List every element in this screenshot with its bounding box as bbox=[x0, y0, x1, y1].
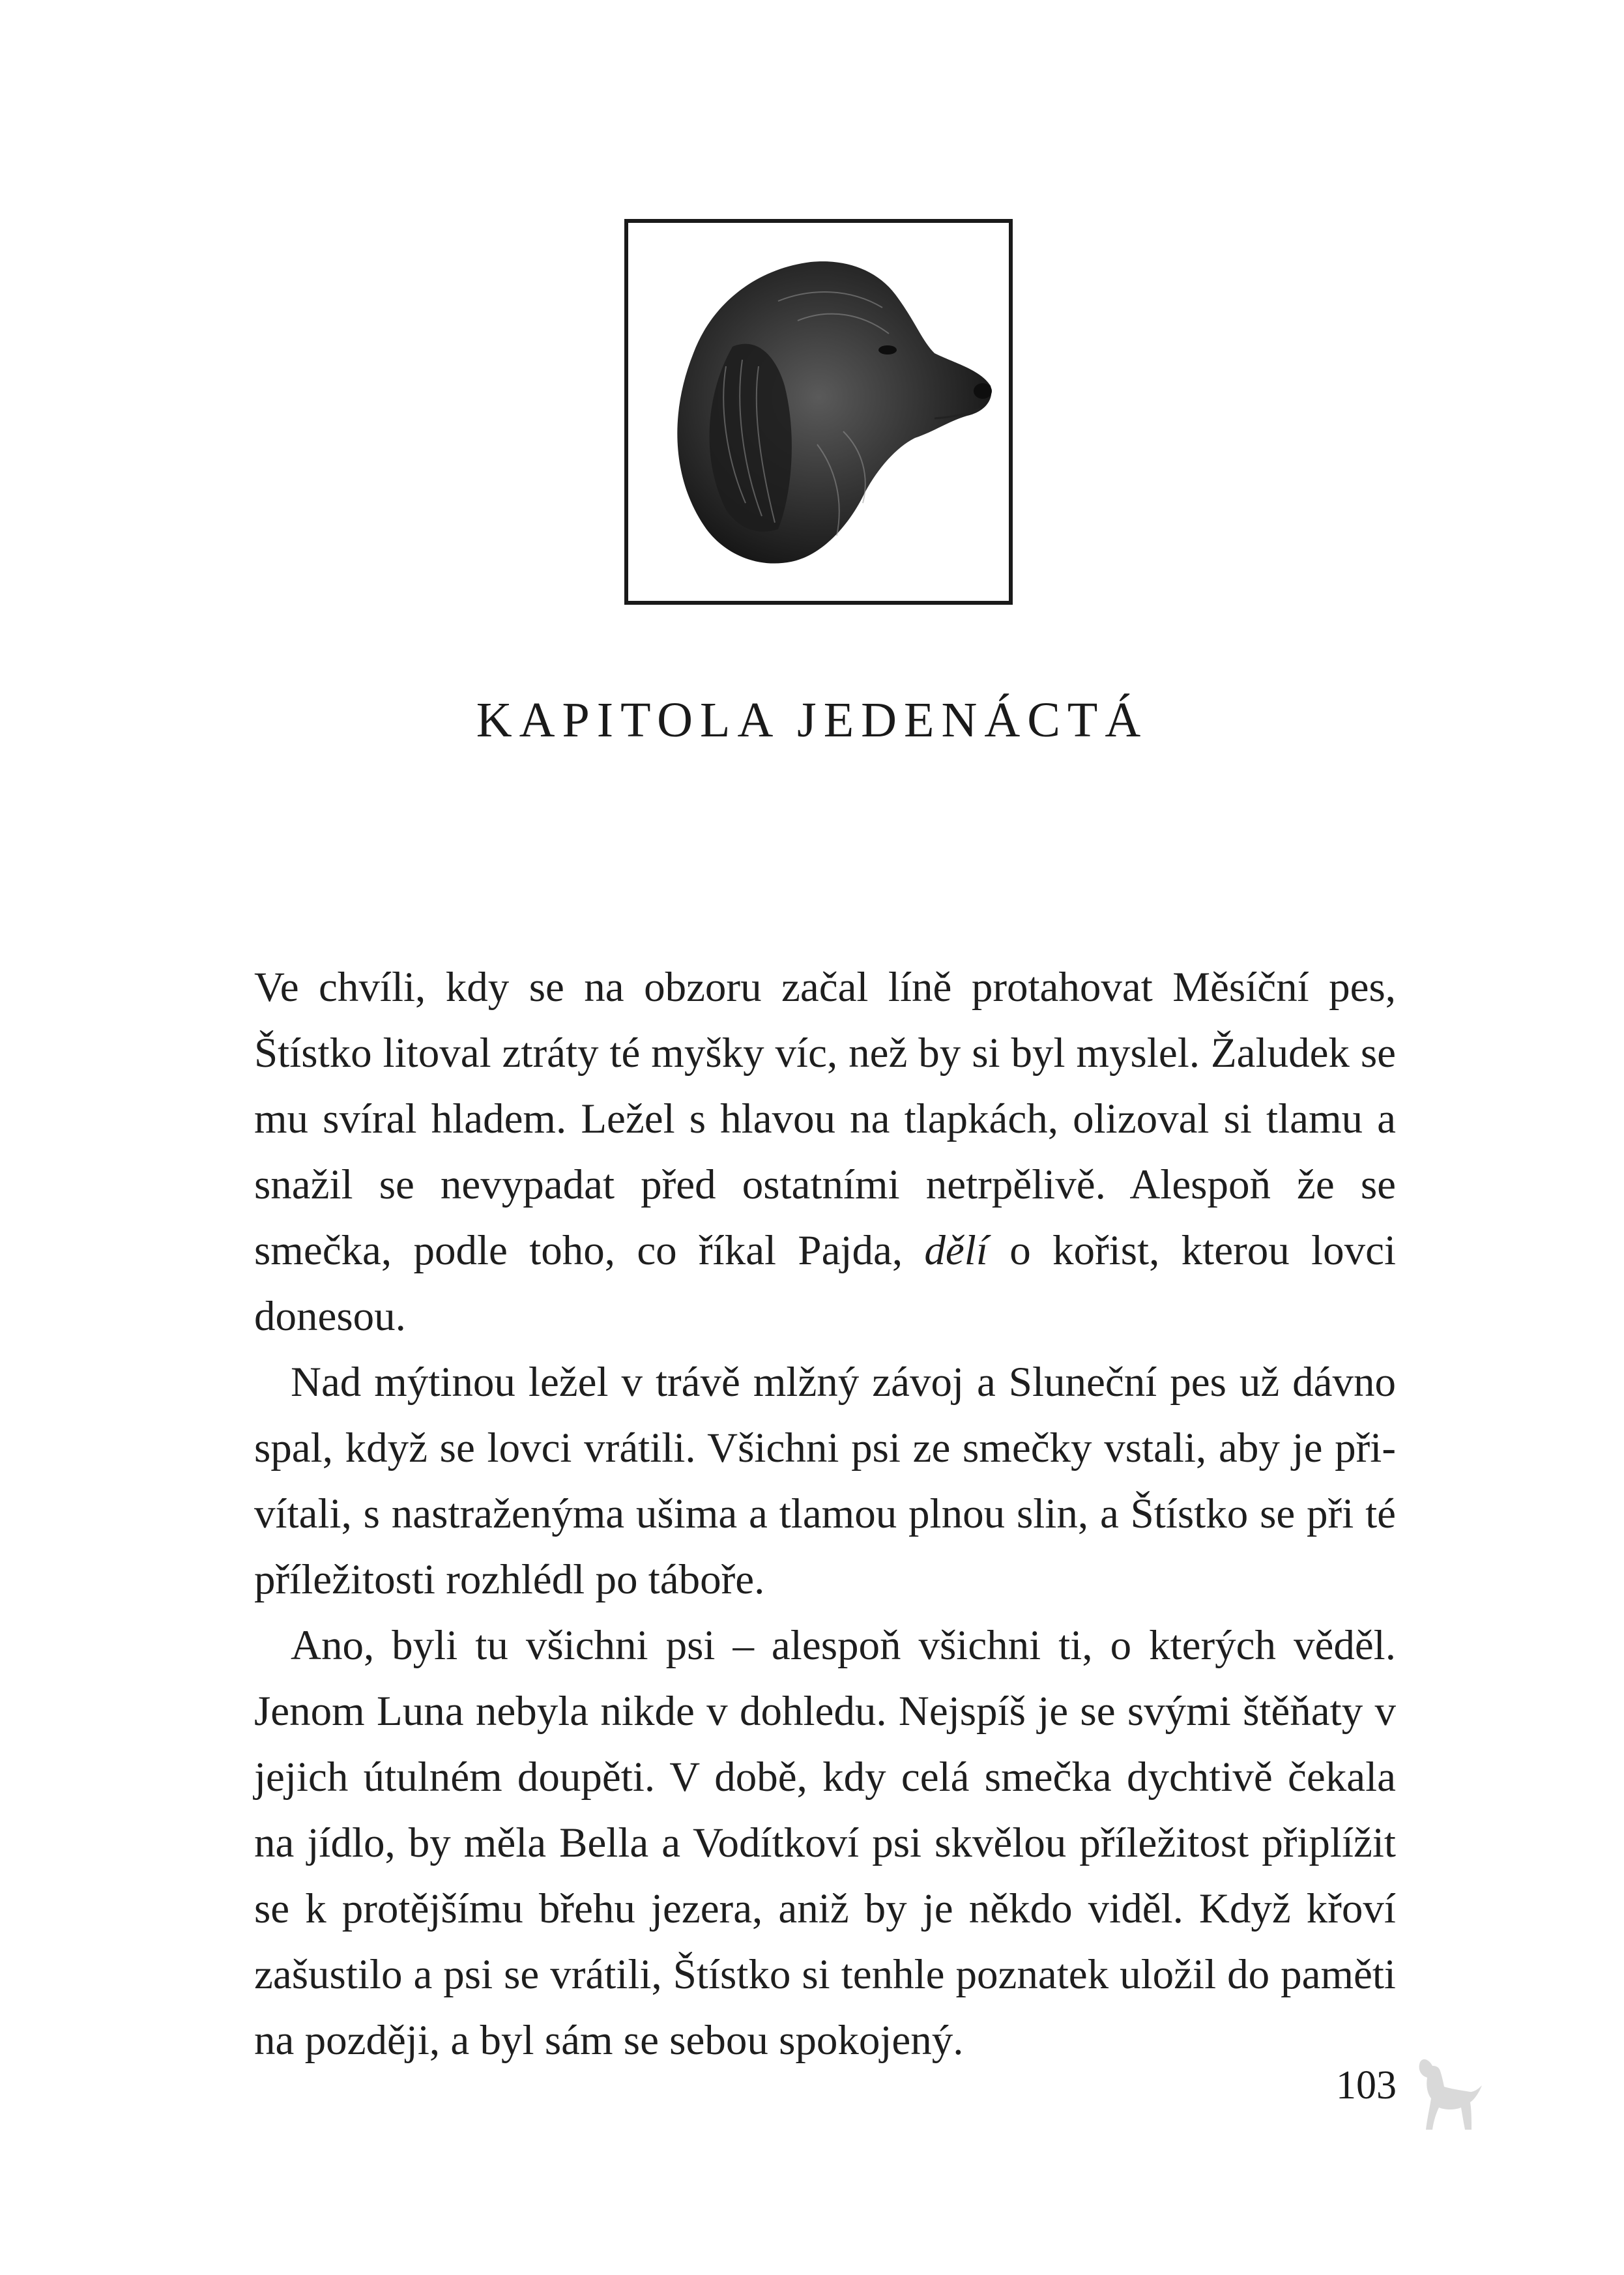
paragraph-text: Ve chvíli, kdy se na obzoru začal líně protahovat Měsíční pes, Štístko litoval ztráty té myšky víc, než by si byl myslel. Žaludek se mu svíral hladem. Ležel s hlavou na tlapkách, olizoval si tlamu a snažil se nevypadat před ostatními netrpělivě. Alespoň že se smečka, podle toho, co říkal Pajda, bbox=[254, 964, 1396, 1274]
chapter-title: KAPITOLA JEDENÁCTÁ bbox=[476, 693, 1148, 747]
paragraph: Ano, byli tu všichni psi – alespoň všichni ti, o kterých věděl. Jenom Luna nebyla nikde v dohledu. Nejspíš je se svými štěňaty v jejich útulném doupěti. V době, kdy celá smečka dychtivě čekala na jídlo, by měla Bella a Vodítkoví psi skvělou příležitost připlížit se k protějšímu břehu jezera, aniž by je někdo viděl. Když křoví zašustilo a psi se vrátili, Štístko si tenhle poznatek uložil do paměti na později, a byl sám se sebou spokojený. bbox=[254, 1622, 1396, 2064]
paragraph bbox=[254, 955, 1396, 1350]
paragraph: Nad mýtinou ležel v trávě mlžný závoj a Sluneční pes už dávno spal, když se lovci vrátili. Všichni psi ze smečky vstali, aby je přivítali, s nastraženýma ušima a tlamou plnou slin, a Štístko se při té příležitosti rozhlédl po táboře. bbox=[254, 1359, 1396, 1603]
chapter-body bbox=[254, 955, 1396, 2074]
paragraph-text: o kořist, kterou lovci donesou. bbox=[254, 1227, 1396, 1340]
chapter-illustration bbox=[624, 219, 1013, 605]
emphasized-word: dělí bbox=[924, 1227, 988, 1274]
dog-head-portrait-icon bbox=[628, 223, 1009, 601]
dog-silhouette-icon bbox=[1414, 2053, 1486, 2132]
page-number: 103 bbox=[1336, 2063, 1397, 2108]
